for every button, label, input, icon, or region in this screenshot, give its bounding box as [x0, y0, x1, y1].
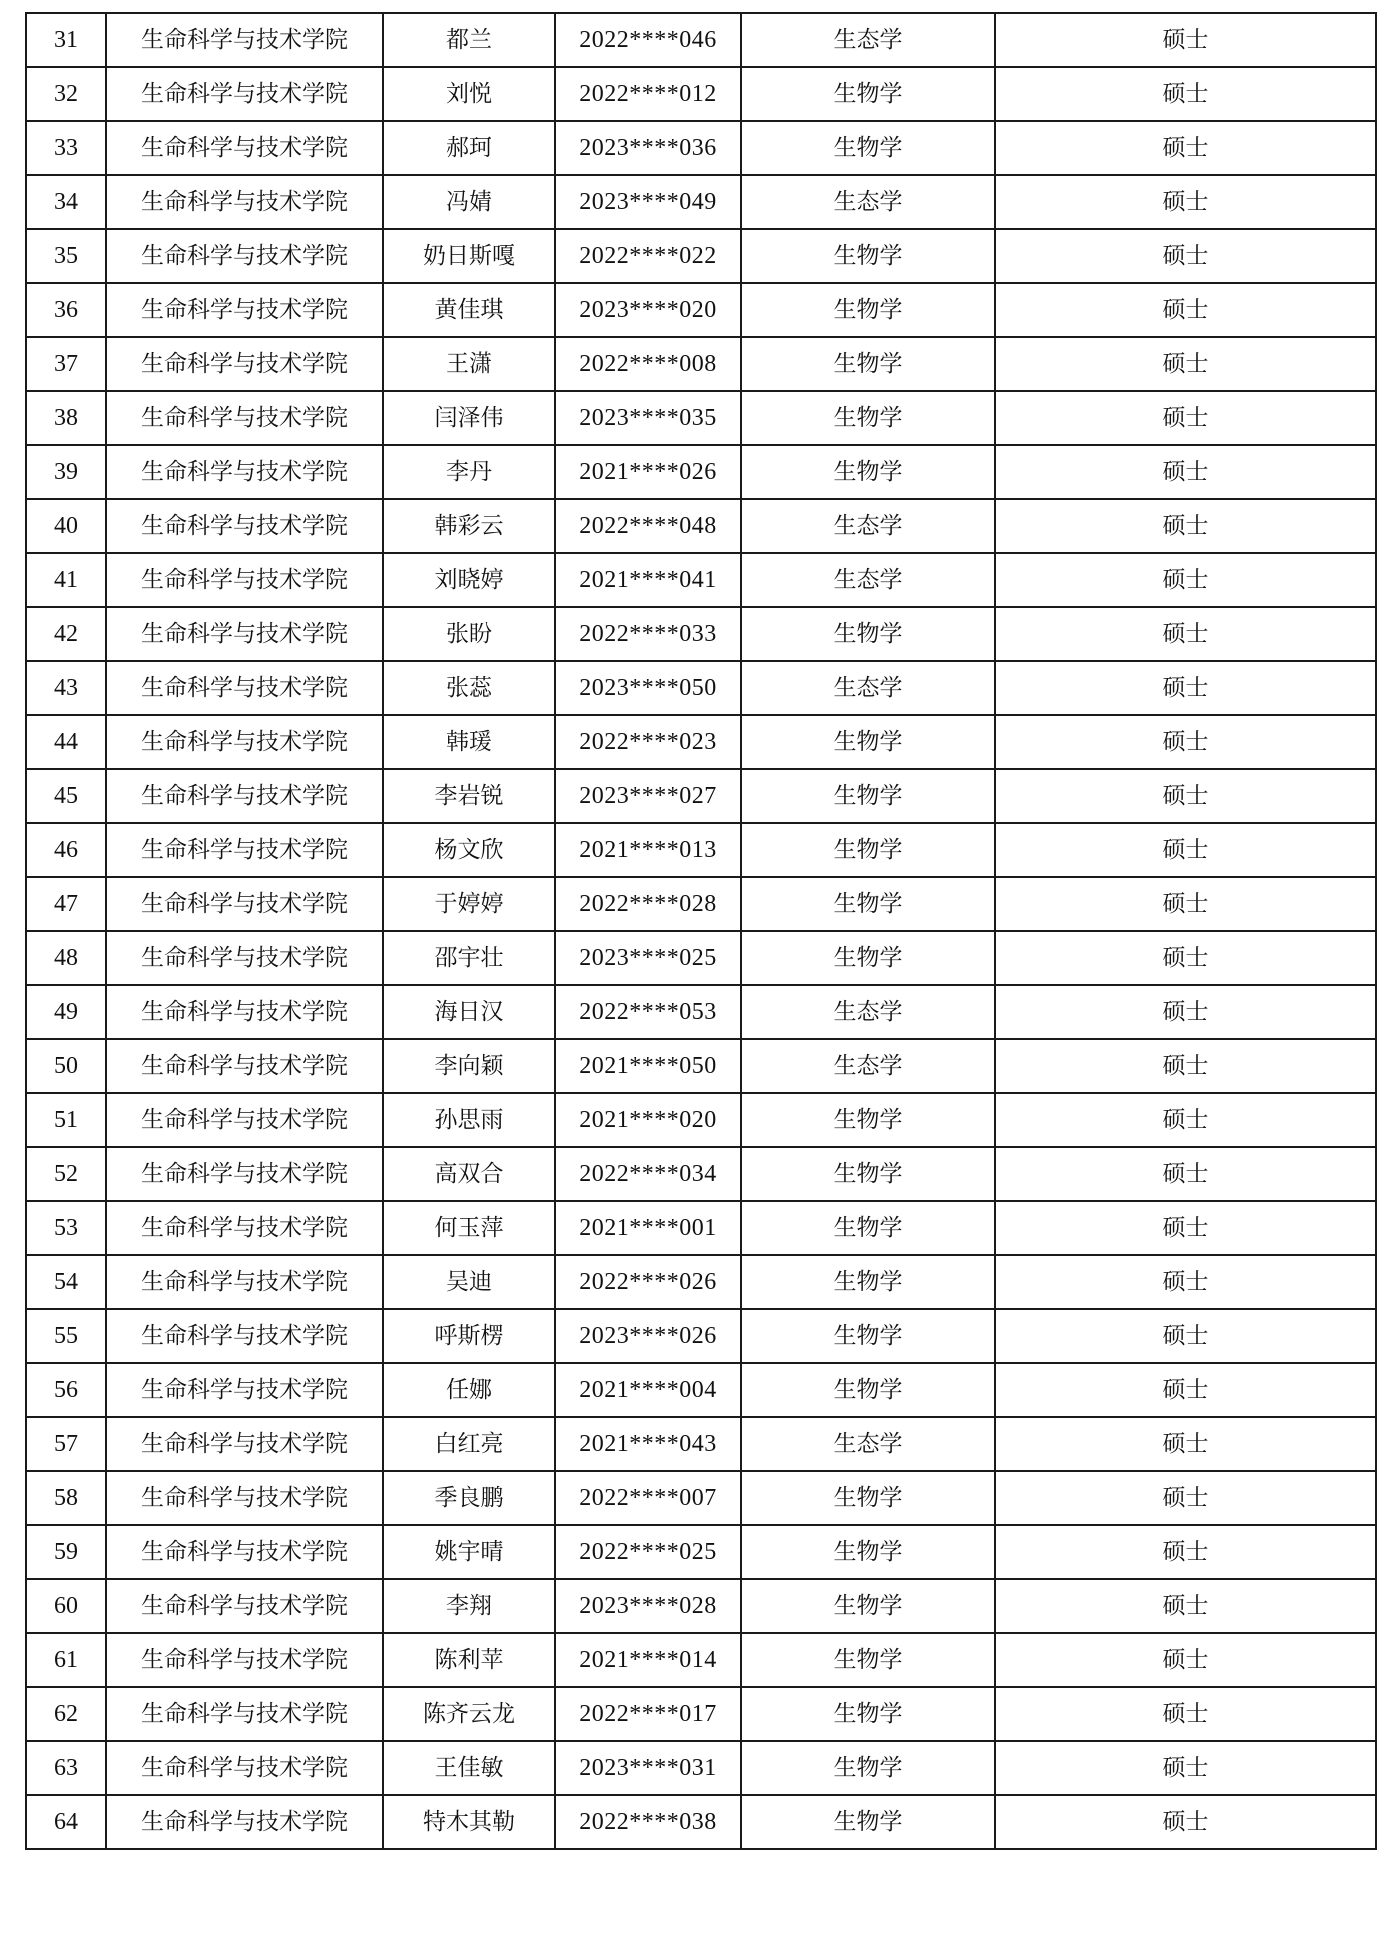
- student-name-cell: 刘晓婷: [383, 553, 555, 607]
- student-id-cell: 2022****028: [555, 877, 741, 931]
- college-cell: 生命科学与技术学院: [106, 607, 383, 661]
- serial-number-cell: 44: [26, 715, 106, 769]
- serial-number-cell: 36: [26, 283, 106, 337]
- major-cell: 生物学: [741, 1093, 995, 1147]
- college-cell: 生命科学与技术学院: [106, 445, 383, 499]
- student-id-cell: 2022****053: [555, 985, 741, 1039]
- college-cell: 生命科学与技术学院: [106, 121, 383, 175]
- degree-cell: 硕士: [995, 1039, 1376, 1093]
- college-cell: 生命科学与技术学院: [106, 877, 383, 931]
- student-id-cell: 2021****050: [555, 1039, 741, 1093]
- table-row: [26, 985, 1376, 1039]
- student-name-cell: 邵宇壮: [383, 931, 555, 985]
- student-name-cell: 吴迪: [383, 1255, 555, 1309]
- college-cell: 生命科学与技术学院: [106, 283, 383, 337]
- degree-cell: 硕士: [995, 229, 1376, 283]
- major-cell: 生物学: [741, 67, 995, 121]
- serial-number-cell: 56: [26, 1363, 106, 1417]
- student-id-cell: 2021****013: [555, 823, 741, 877]
- student-id-cell: 2023****020: [555, 283, 741, 337]
- roster-table-body: [26, 13, 1376, 1849]
- college-cell: 生命科学与技术学院: [106, 823, 383, 877]
- college-cell: 生命科学与技术学院: [106, 1093, 383, 1147]
- serial-number-cell: 39: [26, 445, 106, 499]
- major-cell: 生态学: [741, 661, 995, 715]
- college-cell: 生命科学与技术学院: [106, 1687, 383, 1741]
- college-cell: 生命科学与技术学院: [106, 67, 383, 121]
- student-name-cell: 闫泽伟: [383, 391, 555, 445]
- degree-cell: 硕士: [995, 769, 1376, 823]
- student-name-cell: 孙思雨: [383, 1093, 555, 1147]
- major-cell: 生态学: [741, 553, 995, 607]
- college-cell: 生命科学与技术学院: [106, 1147, 383, 1201]
- degree-cell: 硕士: [995, 823, 1376, 877]
- college-cell: 生命科学与技术学院: [106, 715, 383, 769]
- student-name-cell: 陈齐云龙: [383, 1687, 555, 1741]
- major-cell: 生物学: [741, 391, 995, 445]
- college-cell: 生命科学与技术学院: [106, 1417, 383, 1471]
- table-row: [26, 553, 1376, 607]
- serial-number-cell: 55: [26, 1309, 106, 1363]
- major-cell: 生态学: [741, 499, 995, 553]
- student-name-cell: 于婷婷: [383, 877, 555, 931]
- major-cell: 生物学: [741, 823, 995, 877]
- student-name-cell: 黄佳琪: [383, 283, 555, 337]
- serial-number-cell: 31: [26, 13, 106, 67]
- student-id-cell: 2023****027: [555, 769, 741, 823]
- college-cell: 生命科学与技术学院: [106, 499, 383, 553]
- table-row: [26, 391, 1376, 445]
- major-cell: 生物学: [741, 337, 995, 391]
- degree-cell: 硕士: [995, 1093, 1376, 1147]
- serial-number-cell: 45: [26, 769, 106, 823]
- degree-cell: 硕士: [995, 1795, 1376, 1849]
- serial-number-cell: 61: [26, 1633, 106, 1687]
- college-cell: 生命科学与技术学院: [106, 175, 383, 229]
- table-row: [26, 931, 1376, 985]
- degree-cell: 硕士: [995, 1363, 1376, 1417]
- college-cell: 生命科学与技术学院: [106, 1525, 383, 1579]
- table-row: [26, 1471, 1376, 1525]
- student-id-cell: 2022****026: [555, 1255, 741, 1309]
- college-cell: 生命科学与技术学院: [106, 1633, 383, 1687]
- serial-number-cell: 48: [26, 931, 106, 985]
- serial-number-cell: 42: [26, 607, 106, 661]
- table-row: [26, 1417, 1376, 1471]
- student-name-cell: 特木其勒: [383, 1795, 555, 1849]
- table-row: [26, 1039, 1376, 1093]
- student-id-cell: 2021****043: [555, 1417, 741, 1471]
- table-row: [26, 499, 1376, 553]
- college-cell: 生命科学与技术学院: [106, 1039, 383, 1093]
- major-cell: 生物学: [741, 607, 995, 661]
- table-row: [26, 1633, 1376, 1687]
- major-cell: 生物学: [741, 1363, 995, 1417]
- table-row: [26, 877, 1376, 931]
- serial-number-cell: 63: [26, 1741, 106, 1795]
- college-cell: 生命科学与技术学院: [106, 391, 383, 445]
- student-id-cell: 2022****048: [555, 499, 741, 553]
- major-cell: 生态学: [741, 985, 995, 1039]
- serial-number-cell: 52: [26, 1147, 106, 1201]
- student-id-cell: 2022****007: [555, 1471, 741, 1525]
- student-id-cell: 2022****038: [555, 1795, 741, 1849]
- student-name-cell: 韩彩云: [383, 499, 555, 553]
- college-cell: 生命科学与技术学院: [106, 1309, 383, 1363]
- student-name-cell: 任娜: [383, 1363, 555, 1417]
- degree-cell: 硕士: [995, 1471, 1376, 1525]
- major-cell: 生物学: [741, 1525, 995, 1579]
- serial-number-cell: 38: [26, 391, 106, 445]
- major-cell: 生物学: [741, 931, 995, 985]
- table-row: [26, 661, 1376, 715]
- student-id-cell: 2023****028: [555, 1579, 741, 1633]
- table-row: [26, 445, 1376, 499]
- table-row: [26, 121, 1376, 175]
- degree-cell: 硕士: [995, 1417, 1376, 1471]
- student-id-cell: 2021****001: [555, 1201, 741, 1255]
- major-cell: 生物学: [741, 877, 995, 931]
- serial-number-cell: 40: [26, 499, 106, 553]
- serial-number-cell: 33: [26, 121, 106, 175]
- table-row: [26, 1795, 1376, 1849]
- table-row: [26, 1741, 1376, 1795]
- student-name-cell: 王潇: [383, 337, 555, 391]
- student-id-cell: 2021****014: [555, 1633, 741, 1687]
- table-row: [26, 175, 1376, 229]
- major-cell: 生物学: [741, 1309, 995, 1363]
- serial-number-cell: 41: [26, 553, 106, 607]
- serial-number-cell: 62: [26, 1687, 106, 1741]
- table-row: [26, 1201, 1376, 1255]
- serial-number-cell: 43: [26, 661, 106, 715]
- degree-cell: 硕士: [995, 931, 1376, 985]
- table-row: [26, 13, 1376, 67]
- serial-number-cell: 57: [26, 1417, 106, 1471]
- degree-cell: 硕士: [995, 1525, 1376, 1579]
- major-cell: 生物学: [741, 1633, 995, 1687]
- student-name-cell: 韩瑗: [383, 715, 555, 769]
- major-cell: 生态学: [741, 1417, 995, 1471]
- student-id-cell: 2023****049: [555, 175, 741, 229]
- student-name-cell: 奶日斯嘎: [383, 229, 555, 283]
- major-cell: 生态学: [741, 175, 995, 229]
- college-cell: 生命科学与技术学院: [106, 229, 383, 283]
- roster-table: [25, 12, 1377, 1850]
- degree-cell: 硕士: [995, 1309, 1376, 1363]
- student-id-cell: 2021****041: [555, 553, 741, 607]
- degree-cell: 硕士: [995, 67, 1376, 121]
- student-id-cell: 2022****046: [555, 13, 741, 67]
- student-id-cell: 2023****036: [555, 121, 741, 175]
- degree-cell: 硕士: [995, 1147, 1376, 1201]
- table-row: [26, 1093, 1376, 1147]
- major-cell: 生态学: [741, 13, 995, 67]
- degree-cell: 硕士: [995, 1579, 1376, 1633]
- student-name-cell: 季良鹏: [383, 1471, 555, 1525]
- serial-number-cell: 58: [26, 1471, 106, 1525]
- degree-cell: 硕士: [995, 121, 1376, 175]
- major-cell: 生态学: [741, 1039, 995, 1093]
- degree-cell: 硕士: [995, 1741, 1376, 1795]
- table-row: [26, 67, 1376, 121]
- student-name-cell: 李丹: [383, 445, 555, 499]
- college-cell: 生命科学与技术学院: [106, 1255, 383, 1309]
- serial-number-cell: 46: [26, 823, 106, 877]
- major-cell: 生物学: [741, 1741, 995, 1795]
- major-cell: 生物学: [741, 445, 995, 499]
- student-name-cell: 杨文欣: [383, 823, 555, 877]
- student-id-cell: 2021****026: [555, 445, 741, 499]
- major-cell: 生物学: [741, 1147, 995, 1201]
- degree-cell: 硕士: [995, 283, 1376, 337]
- serial-number-cell: 53: [26, 1201, 106, 1255]
- college-cell: 生命科学与技术学院: [106, 1363, 383, 1417]
- college-cell: 生命科学与技术学院: [106, 661, 383, 715]
- college-cell: 生命科学与技术学院: [106, 769, 383, 823]
- college-cell: 生命科学与技术学院: [106, 13, 383, 67]
- student-name-cell: 张蕊: [383, 661, 555, 715]
- serial-number-cell: 47: [26, 877, 106, 931]
- student-id-cell: 2022****012: [555, 67, 741, 121]
- table-row: [26, 1255, 1376, 1309]
- serial-number-cell: 37: [26, 337, 106, 391]
- degree-cell: 硕士: [995, 877, 1376, 931]
- degree-cell: 硕士: [995, 1255, 1376, 1309]
- college-cell: 生命科学与技术学院: [106, 1741, 383, 1795]
- student-id-cell: 2023****050: [555, 661, 741, 715]
- student-id-cell: 2022****023: [555, 715, 741, 769]
- student-name-cell: 姚宇晴: [383, 1525, 555, 1579]
- table-row: [26, 1579, 1376, 1633]
- degree-cell: 硕士: [995, 13, 1376, 67]
- major-cell: 生物学: [741, 121, 995, 175]
- student-name-cell: 李向颖: [383, 1039, 555, 1093]
- serial-number-cell: 50: [26, 1039, 106, 1093]
- table-row: [26, 337, 1376, 391]
- table-row: [26, 823, 1376, 877]
- degree-cell: 硕士: [995, 445, 1376, 499]
- college-cell: 生命科学与技术学院: [106, 553, 383, 607]
- major-cell: 生物学: [741, 1201, 995, 1255]
- student-name-cell: 王佳敏: [383, 1741, 555, 1795]
- college-cell: 生命科学与技术学院: [106, 985, 383, 1039]
- serial-number-cell: 35: [26, 229, 106, 283]
- degree-cell: 硕士: [995, 553, 1376, 607]
- major-cell: 生物学: [741, 229, 995, 283]
- major-cell: 生物学: [741, 1795, 995, 1849]
- serial-number-cell: 32: [26, 67, 106, 121]
- student-id-cell: 2022****034: [555, 1147, 741, 1201]
- table-row: [26, 1147, 1376, 1201]
- table-row: [26, 607, 1376, 661]
- table-row: [26, 1363, 1376, 1417]
- student-name-cell: 都兰: [383, 13, 555, 67]
- college-cell: 生命科学与技术学院: [106, 1471, 383, 1525]
- student-id-cell: 2022****022: [555, 229, 741, 283]
- student-id-cell: 2022****017: [555, 1687, 741, 1741]
- table-row: [26, 715, 1376, 769]
- student-name-cell: 陈利苹: [383, 1633, 555, 1687]
- degree-cell: 硕士: [995, 715, 1376, 769]
- college-cell: 生命科学与技术学院: [106, 1795, 383, 1849]
- degree-cell: 硕士: [995, 1633, 1376, 1687]
- college-cell: 生命科学与技术学院: [106, 337, 383, 391]
- college-cell: 生命科学与技术学院: [106, 1201, 383, 1255]
- serial-number-cell: 34: [26, 175, 106, 229]
- table-row: [26, 283, 1376, 337]
- student-id-cell: 2023****035: [555, 391, 741, 445]
- student-name-cell: 李岩锐: [383, 769, 555, 823]
- student-id-cell: 2022****025: [555, 1525, 741, 1579]
- degree-cell: 硕士: [995, 337, 1376, 391]
- degree-cell: 硕士: [995, 985, 1376, 1039]
- student-id-cell: 2022****008: [555, 337, 741, 391]
- major-cell: 生物学: [741, 1687, 995, 1741]
- student-name-cell: 郝珂: [383, 121, 555, 175]
- student-id-cell: 2023****025: [555, 931, 741, 985]
- student-id-cell: 2022****033: [555, 607, 741, 661]
- serial-number-cell: 51: [26, 1093, 106, 1147]
- student-name-cell: 何玉萍: [383, 1201, 555, 1255]
- table-row: [26, 1309, 1376, 1363]
- degree-cell: 硕士: [995, 607, 1376, 661]
- student-name-cell: 张盼: [383, 607, 555, 661]
- major-cell: 生物学: [741, 1579, 995, 1633]
- serial-number-cell: 49: [26, 985, 106, 1039]
- serial-number-cell: 64: [26, 1795, 106, 1849]
- major-cell: 生物学: [741, 1255, 995, 1309]
- student-id-cell: 2021****004: [555, 1363, 741, 1417]
- student-name-cell: 高双合: [383, 1147, 555, 1201]
- degree-cell: 硕士: [995, 1201, 1376, 1255]
- table-row: [26, 769, 1376, 823]
- degree-cell: 硕士: [995, 499, 1376, 553]
- student-id-cell: 2023****031: [555, 1741, 741, 1795]
- table-row: [26, 229, 1376, 283]
- student-name-cell: 刘悦: [383, 67, 555, 121]
- major-cell: 生物学: [741, 283, 995, 337]
- serial-number-cell: 60: [26, 1579, 106, 1633]
- serial-number-cell: 54: [26, 1255, 106, 1309]
- major-cell: 生物学: [741, 769, 995, 823]
- serial-number-cell: 59: [26, 1525, 106, 1579]
- major-cell: 生物学: [741, 1471, 995, 1525]
- degree-cell: 硕士: [995, 661, 1376, 715]
- student-name-cell: 呼斯楞: [383, 1309, 555, 1363]
- student-name-cell: 李翔: [383, 1579, 555, 1633]
- major-cell: 生物学: [741, 715, 995, 769]
- student-name-cell: 白红亮: [383, 1417, 555, 1471]
- student-name-cell: 海日汉: [383, 985, 555, 1039]
- student-id-cell: 2023****026: [555, 1309, 741, 1363]
- table-row: [26, 1525, 1376, 1579]
- student-name-cell: 冯婧: [383, 175, 555, 229]
- student-id-cell: 2021****020: [555, 1093, 741, 1147]
- degree-cell: 硕士: [995, 391, 1376, 445]
- table-row: [26, 1687, 1376, 1741]
- college-cell: 生命科学与技术学院: [106, 931, 383, 985]
- degree-cell: 硕士: [995, 1687, 1376, 1741]
- degree-cell: 硕士: [995, 175, 1376, 229]
- college-cell: 生命科学与技术学院: [106, 1579, 383, 1633]
